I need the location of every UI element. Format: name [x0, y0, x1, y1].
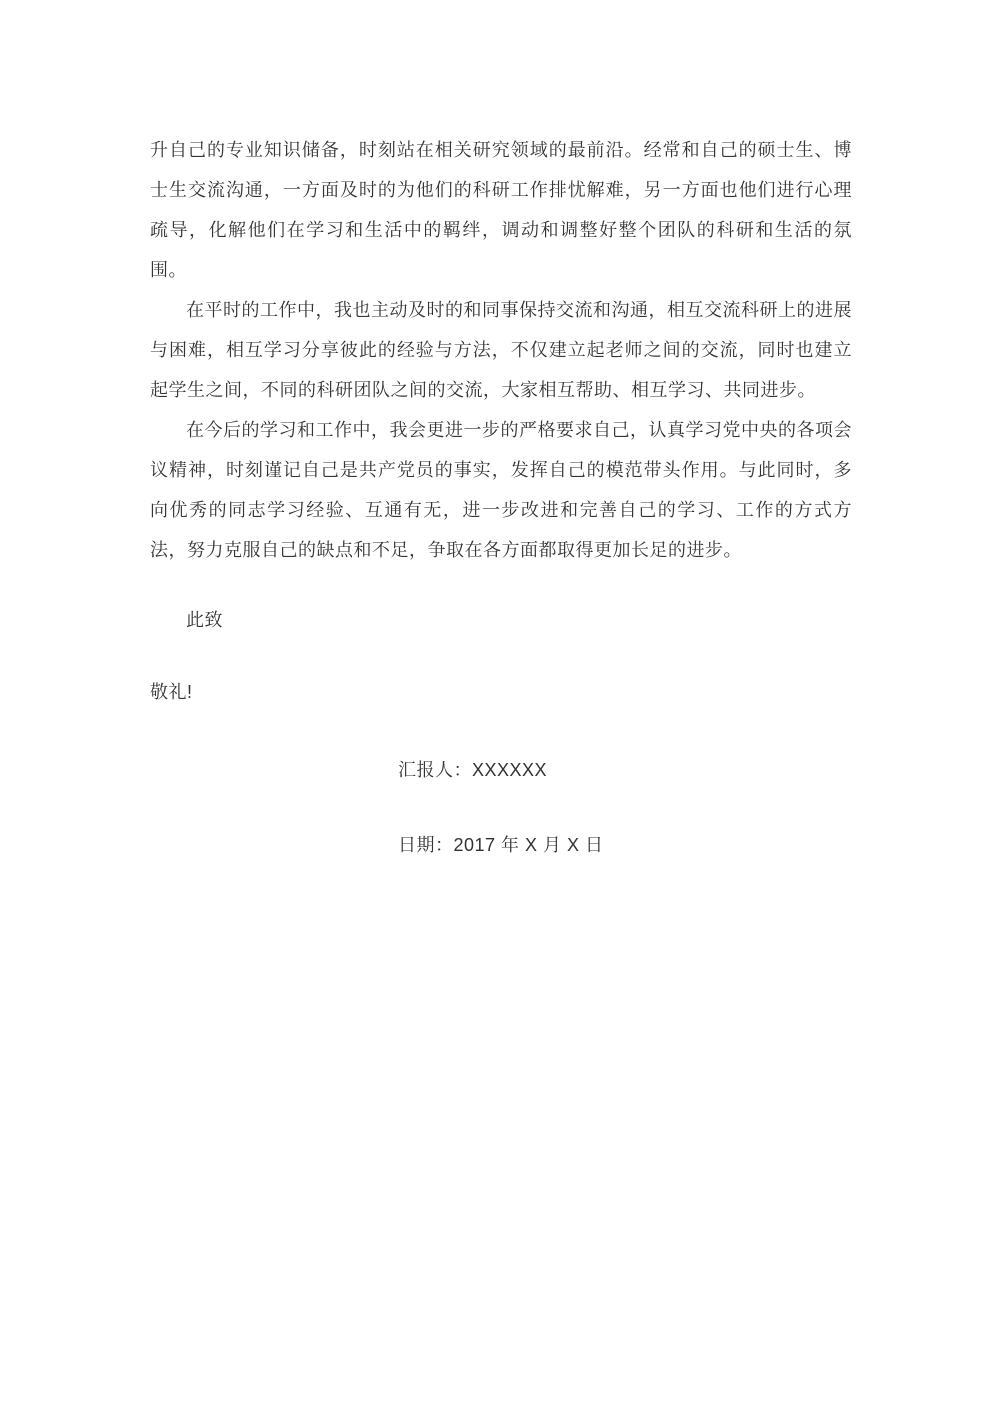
paragraph-continuation: 升自己的专业知识储备，时刻站在相关研究领域的最前沿。经常和自己的硕士生、博士生交流沟通，一方面及时的为他们的科研工作排忧解难，另一方面也他们进行心理疏导，化解他们在学习和生活中的羁绊，调动和调整好整个团队的科研和生活的氛围。 [150, 140, 852, 280]
document-body [150, 130, 852, 865]
paragraph-work-exchange: 在平时的工作中，我也主动及时的和同事保持交流和沟通，相互交流科研上的进展与困难，相互学习分享彼此的经验与方法，不仅建立起老师之间的交流，同时也建立起学生之间，不同的科研团队之间的交流，大家相互帮助、相互学习、共同进步。 [150, 300, 852, 400]
reporter-line: 汇报人：XXXXXX [398, 760, 548, 780]
closing-salute: 此致 [186, 610, 223, 630]
paragraph-future-plan: 在今后的学习和工作中，我会更进一步的严格要求自己，认真学习党中央的各项会议精神，时刻谨记自己是共产党员的事实，发挥自己的模范带头作用。与此同时，多向优秀的同志学习经验、互通有无，进一步改进和完善自己的学习、工作的方式方法，努力克服自己的缺点和不足，争取在各方面都取得更加长足的进步。 [150, 420, 852, 560]
date-line: 日期：2017 年 X 月 X 日 [398, 835, 604, 855]
signature-block [150, 750, 852, 865]
closing-regards: 敬礼! [150, 682, 193, 702]
